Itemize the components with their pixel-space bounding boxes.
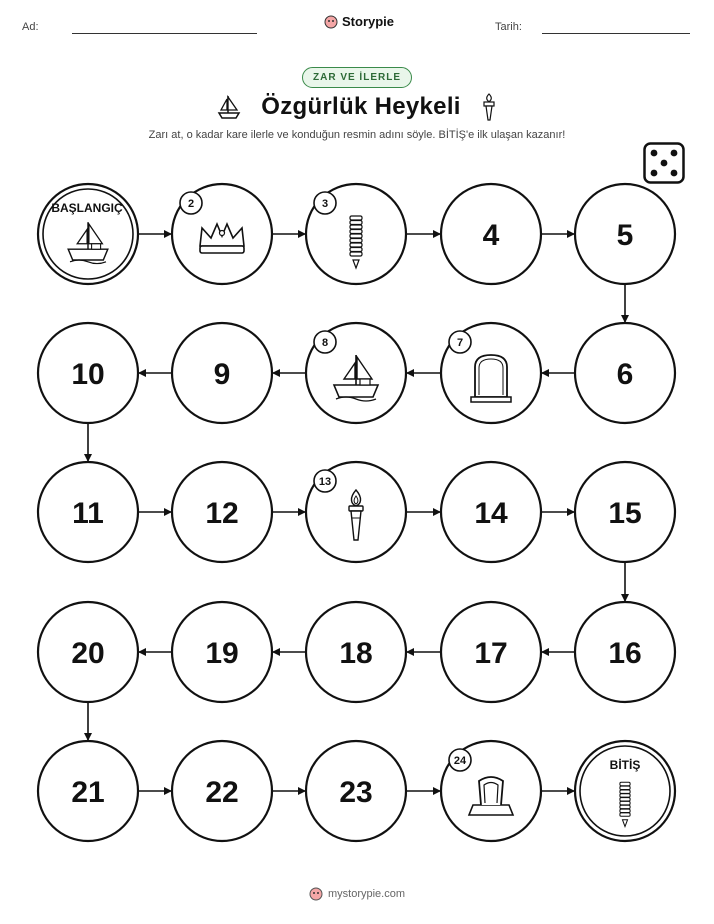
footer [309,887,405,901]
board-cell-8 [306,323,406,423]
cell-number: 16 [608,637,642,670]
cell-number: 2 [187,198,195,210]
cell-number: 13 [318,476,332,488]
board-cell-20 [38,602,138,702]
cell-number: 24 [453,755,467,767]
board-cell-19 [172,602,272,702]
cell-number: 21 [71,776,105,809]
board-cell-4 [441,184,541,284]
board-cell-23 [306,741,406,841]
tablet-icon [471,355,511,402]
cell-number: 6 [616,358,634,391]
board-cell-22 [172,741,272,841]
board-cell-6 [575,323,675,423]
board-cell-5 [575,184,675,284]
cell-number: 8 [321,337,329,349]
instructions-text: Zarı at, o kadar kare ilerle ve konduğun resmin adını söyle. BİTİŞ'e ilk ulaşan kazanır! [148,129,566,141]
cell-number: 3 [321,198,329,210]
board-cell-25 [575,741,675,841]
board-cell-15 [575,462,675,562]
cell-number: 4 [482,219,500,252]
board-cell-21 [38,741,138,841]
game-type-badge: ZAR VE İLERLE [302,67,412,88]
cell-number: 20 [71,637,105,670]
cell-number: 15 [608,497,642,530]
cell-number: 22 [205,776,239,809]
cell-number: 5 [616,219,634,252]
board-cell-16 [575,602,675,702]
board-cell-2 [172,184,272,284]
board-cell-11 [38,462,138,562]
cell-number: 18 [339,637,373,670]
page-title: Özgürlük Heykeli [261,93,461,120]
start-label: BAŞLANGIÇ [51,201,123,215]
board-cell-17 [441,602,541,702]
board-cell-1 [38,184,138,284]
date-label: Tarih: [495,21,522,33]
cell-number: 10 [71,358,105,391]
board-cell-9 [172,323,272,423]
cell-number: 19 [205,637,239,670]
cell-number: 12 [205,497,239,530]
cell-number: 17 [474,637,508,670]
cell-number: 14 [474,497,508,530]
name-label: Ad: [22,21,39,33]
board-cell-13 [306,462,406,562]
brand-name: Storypie [342,14,395,29]
board-cell-14 [441,462,541,562]
board-cell-3 [306,184,406,284]
storypie-mascot-icon [309,887,323,901]
board-cell-12 [172,462,272,562]
board-cell-10 [38,323,138,423]
cell-number: 9 [213,358,231,391]
board-cell-24 [441,741,541,841]
footer-url: mystorypie.com [327,888,406,900]
cell-number: 11 [72,497,104,530]
finish-label: BİTİŞ [609,758,641,772]
cell-number: 7 [456,337,464,349]
board-cell-7 [441,323,541,423]
board-cell-18 [306,602,406,702]
cell-number: 23 [339,776,373,809]
